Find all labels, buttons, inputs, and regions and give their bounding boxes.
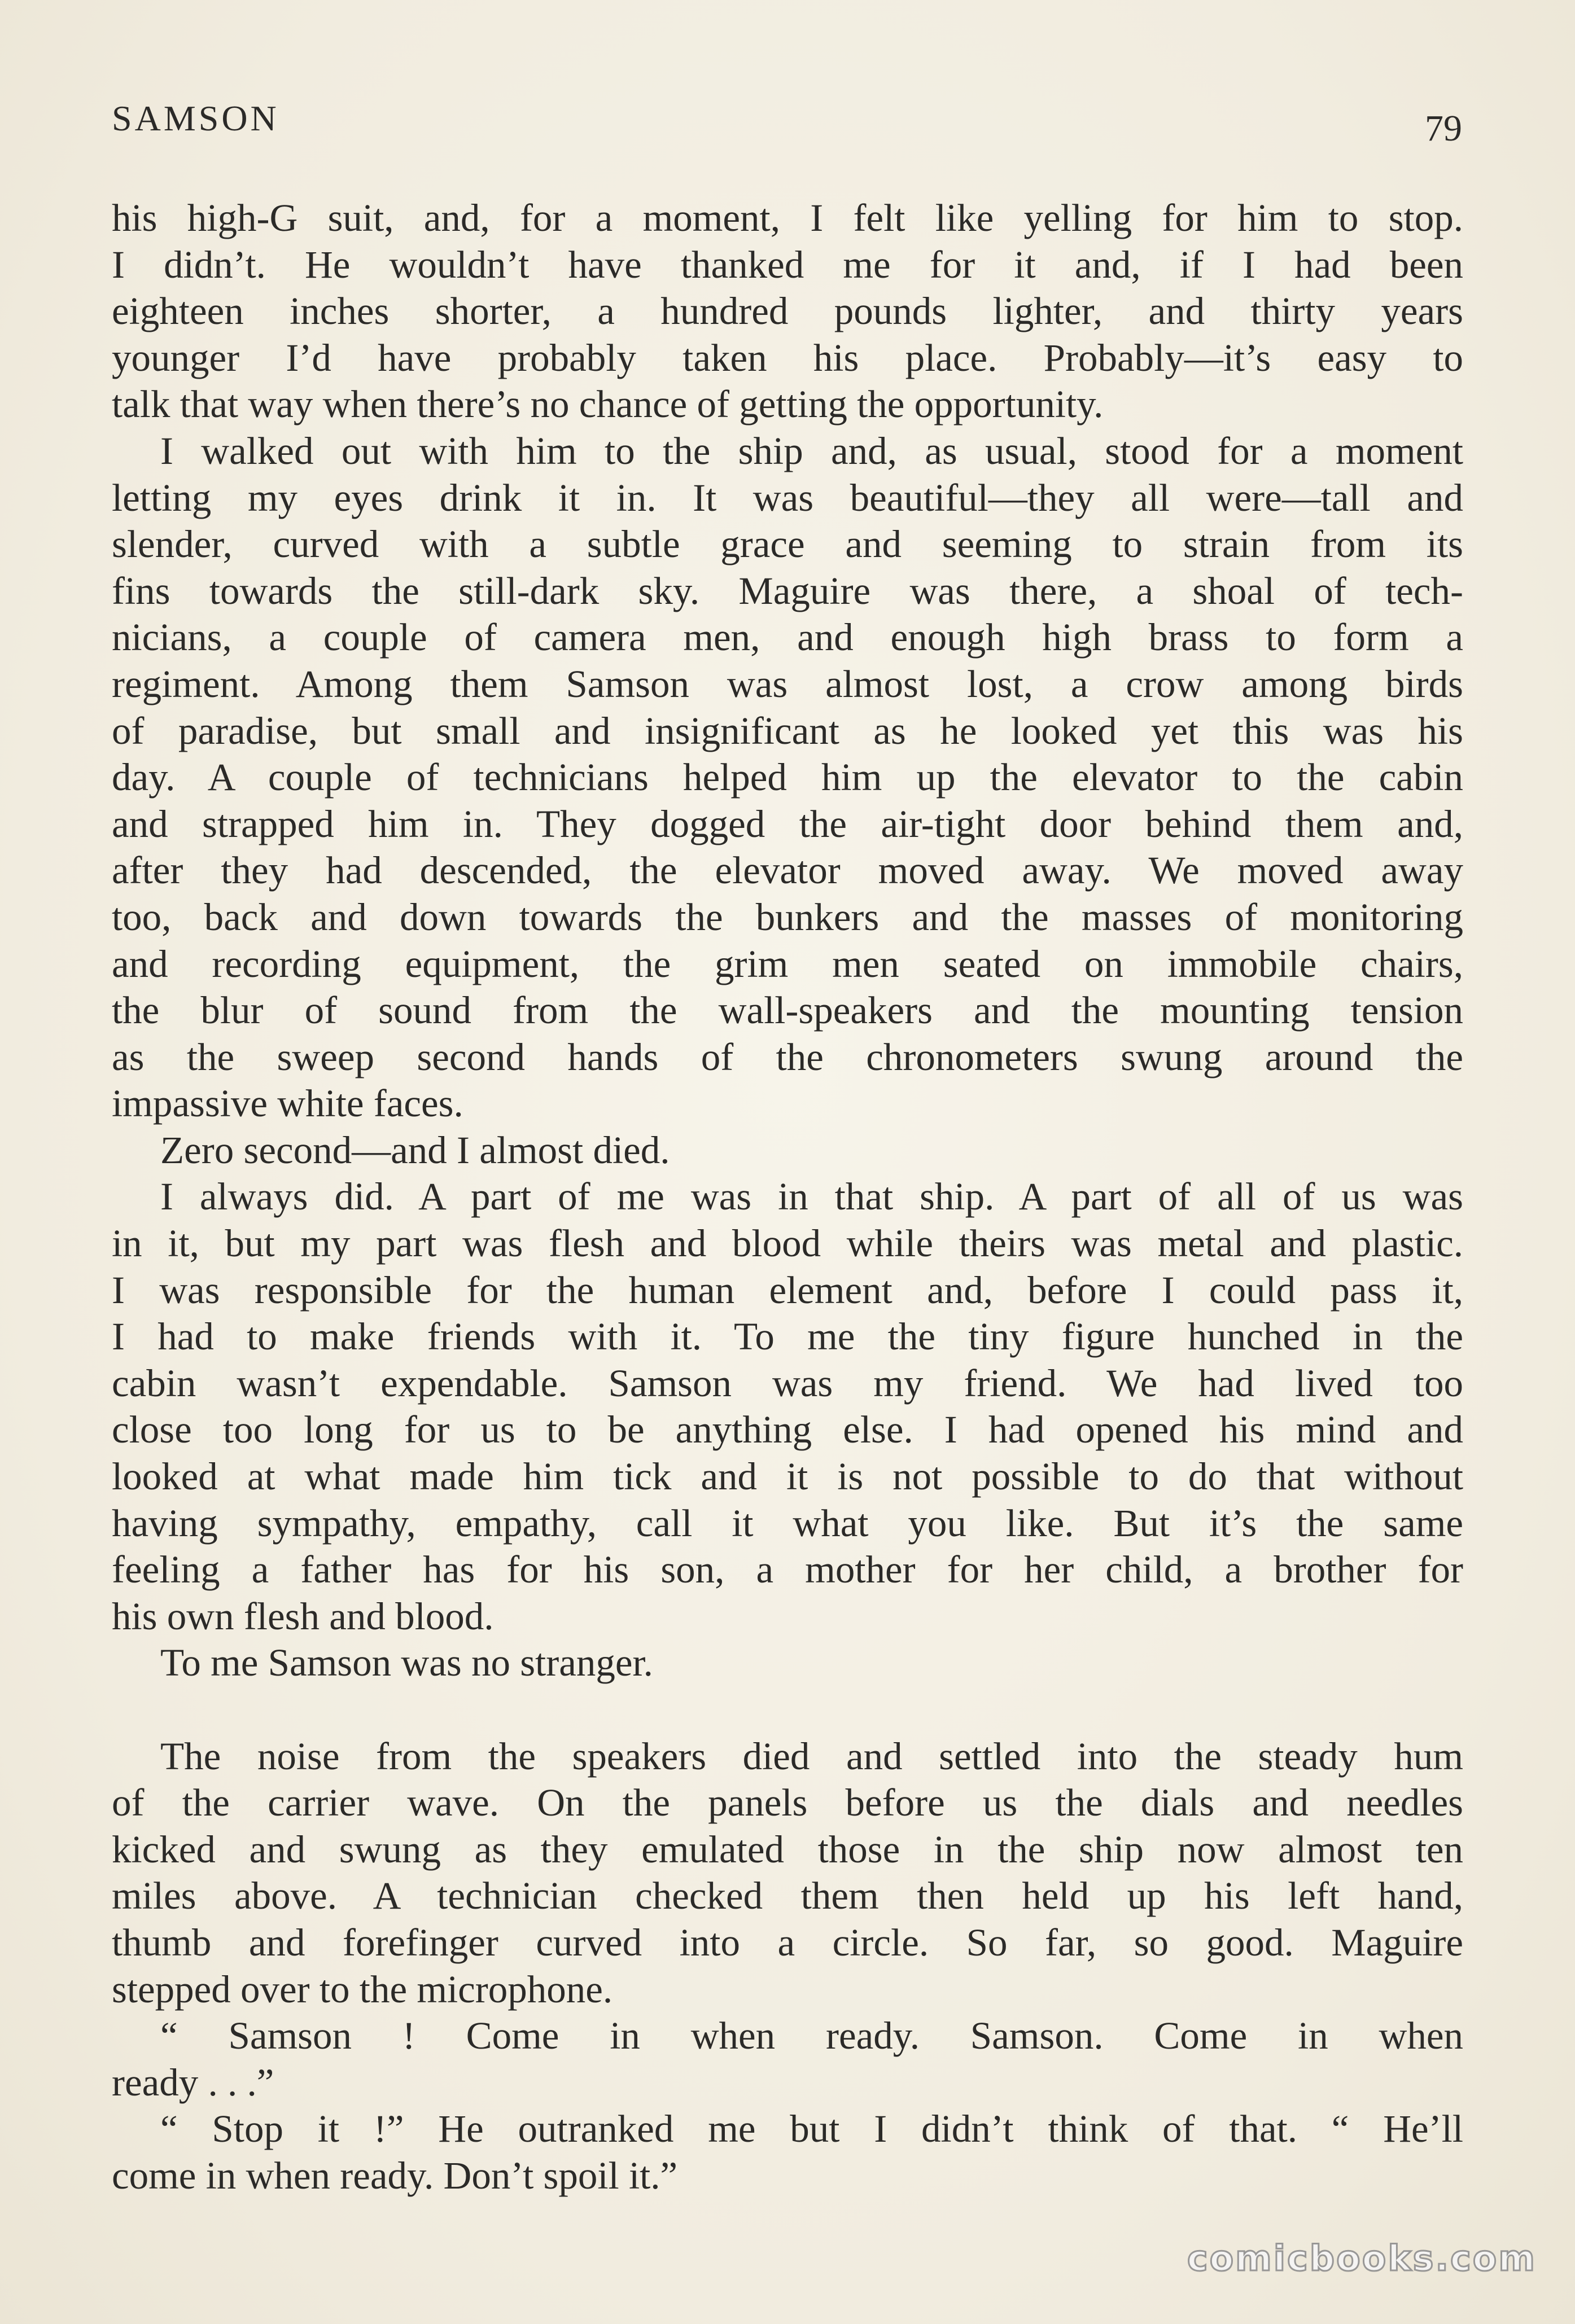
- text-line: slender, curved with a subtle grace and seeming to strain from its: [112, 523, 1463, 566]
- text-line: kicked and swung as they emulated those in the ship now almost ten: [112, 1827, 1463, 1871]
- text-line: I didn’t. He wouldn’t have thanked me for it and, if I had been: [112, 243, 1463, 286]
- paragraph-carrier-wave: [112, 1733, 1463, 2013]
- text-line: as the sweep second hands of the chronometers swung around the: [112, 1035, 1463, 1078]
- paragraph-stop-it: [112, 2106, 1463, 2199]
- text-line: and recording equipment, the grim men seated on immobile chairs,: [112, 942, 1463, 985]
- page-number: 79: [1425, 108, 1462, 149]
- paragraph-walk-to-ship: [112, 428, 1463, 1127]
- text-line: letting my eyes drink it in. It was beautiful—they all were—tall and: [112, 476, 1463, 519]
- text-line: feeling a father has for his son, a mother for her child, a brother for: [112, 1548, 1463, 1591]
- text-line: after they had descended, the elevator moved away. We moved away: [112, 849, 1463, 892]
- text-line: younger I’d have probably taken his place. Probably—it’s easy to: [112, 336, 1463, 379]
- body-text: [112, 195, 1463, 2199]
- text-line: fins towards the still-dark sky. Maguire was there, a shoal of tech-: [112, 569, 1463, 612]
- text-line: I always did. A part of me was in that ship. A part of all of us was: [160, 1175, 1463, 1218]
- running-head: SAMSON: [112, 98, 279, 138]
- paragraph-zero-second: [112, 1127, 1463, 1174]
- paragraph-continuation: [112, 195, 1463, 428]
- text-line: impassive white faces.: [112, 1082, 463, 1125]
- text-line: eighteen inches shorter, a hundred pounds lighter, and thirty years: [112, 290, 1463, 333]
- text-line: too, back and down towards the bunkers and the masses of monitoring: [112, 895, 1463, 939]
- watermark-logo: comicbooks.com: [1187, 2238, 1537, 2279]
- text-line: “ Samson ! Come in when ready. Samson. Come in when: [160, 2014, 1463, 2058]
- text-line: come in when ready. Don’t spoil it.”: [112, 2154, 678, 2197]
- text-line: The noise from the speakers died and settled into the steady hum: [160, 1734, 1463, 1778]
- text-line: and strapped him in. They dogged the air-tight door behind them and,: [112, 802, 1463, 845]
- text-line: his high-G suit, and, for a moment, I felt like yelling for him to stop.: [112, 196, 1463, 239]
- text-line: To me Samson was no stranger.: [160, 1641, 653, 1685]
- text-line: day. A couple of technicians helped him up the elevator to the cabin: [112, 756, 1463, 799]
- text-line: having sympathy, empathy, call it what you like. But it’s the same: [112, 1501, 1463, 1545]
- text-line: in it, but my part was flesh and blood while theirs was metal and plastic.: [112, 1222, 1463, 1265]
- text-line: regiment. Among them Samson was almost lost, a crow among birds: [112, 662, 1463, 705]
- text-line: close too long for us to be anything else. I had opened his mind and: [112, 1408, 1463, 1452]
- text-line: of the carrier wave. On the panels before us the dials and needles: [112, 1781, 1463, 1825]
- section-break: [112, 1686, 1463, 1733]
- text-line: Zero second—and I almost died.: [160, 1128, 670, 1172]
- paragraph-part-of-me: [112, 1173, 1463, 1639]
- paragraph-no-stranger: [112, 1639, 1463, 1686]
- text-line: miles above. A technician checked them then held up his left hand,: [112, 1874, 1463, 1918]
- text-line: nicians, a couple of camera men, and enough high brass to form a: [112, 616, 1463, 659]
- text-line: “ Stop it !” He outranked me but I didn’t think of that. “ He’ll: [160, 2107, 1463, 2151]
- text-line: I had to make friends with it. To me the tiny figure hunched in the: [112, 1315, 1463, 1358]
- text-line: talk that way when there’s no chance of getting the opportunity.: [112, 383, 1104, 426]
- text-line: his own flesh and blood.: [112, 1594, 494, 1638]
- paragraph-maguire-call: [112, 2012, 1463, 2106]
- text-line: I was responsible for the human element and, before I could pass it,: [112, 1268, 1463, 1312]
- text-line: cabin wasn’t expendable. Samson was my friend. We had lived too: [112, 1361, 1463, 1405]
- text-line: thumb and forefinger curved into a circle. So far, so good. Maguire: [112, 1920, 1463, 1964]
- text-line: the blur of sound from the wall-speakers and the mounting tension: [112, 989, 1463, 1032]
- text-line: I walked out with him to the ship and, as usual, stood for a moment: [160, 429, 1463, 472]
- text-line: of paradise, but small and insignificant as he looked yet this was his: [112, 709, 1463, 752]
- text-line: looked at what made him tick and it is not possible to do that without: [112, 1455, 1463, 1498]
- text-line: stepped over to the microphone.: [112, 1967, 613, 2011]
- text-line: ready . . .”: [112, 2060, 274, 2104]
